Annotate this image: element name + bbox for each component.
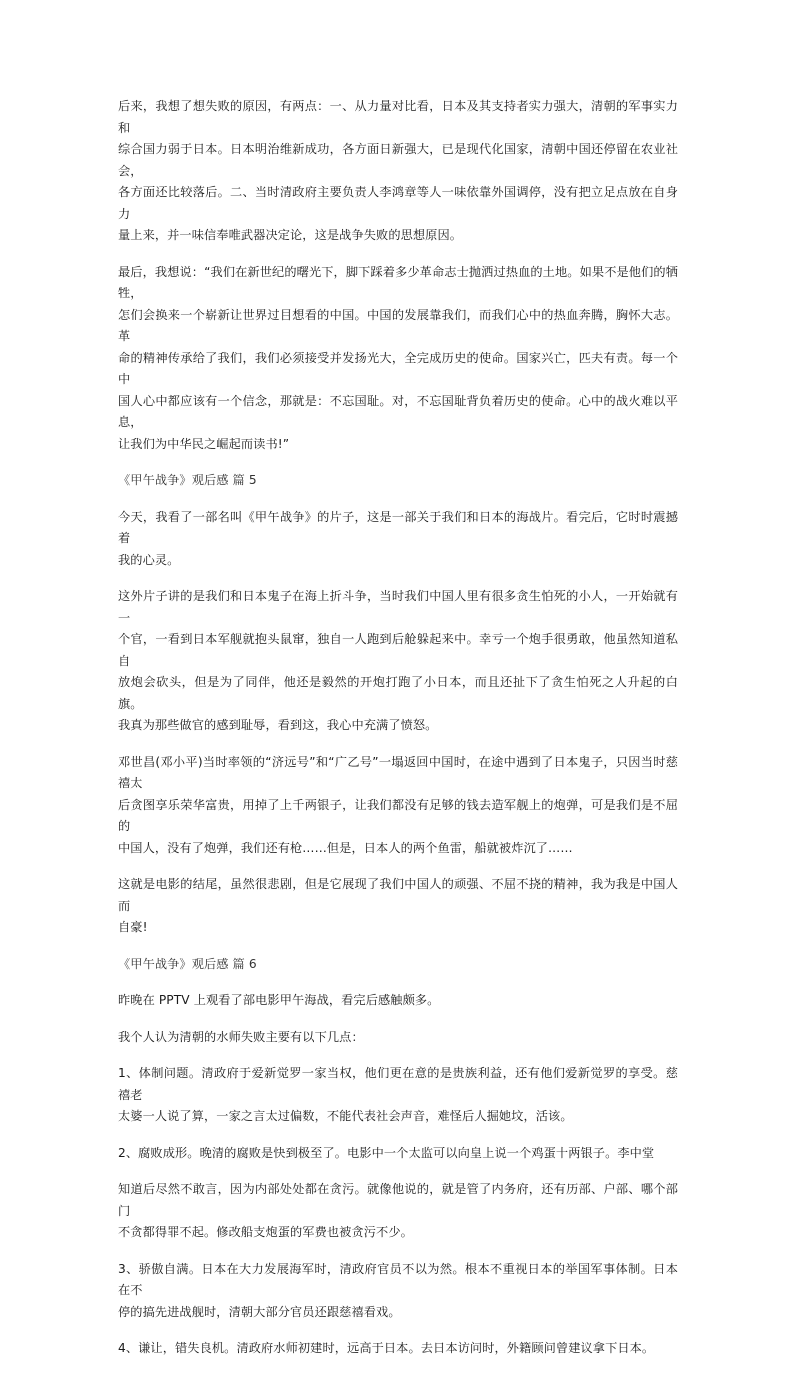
paragraph: 1、体制问题。清政府于爱新觉罗一家当权，他们更在意的是贵族利益，还有他们爱新觉罗的享受。慈禧老 太婆一人说了算，一家之言太过偏数，不能代表社会声音，难怪后人掘她坟，活该。 xyxy=(118,1066,678,1123)
section-heading: 《甲午战争》观后感 篇 5 xyxy=(118,473,257,487)
document-body xyxy=(118,96,678,1375)
paragraph: 这外片子讲的是我们和日本鬼子在海上折斗争，当时我们中国人里有很多贪生怕死的小人，一开始就有一 个官，一看到日本军舰就抱头鼠窜，独自一人跑到后舱躲起来中。幸亏一个炮手很勇敢，他虽然知道私自 放炮会砍头，但是为了同伴，他还是毅然的开炮打跑了小日本，而且还扯下了贪生怕死之人升起的白旗。 我真为那些做官的感到耻辱，看到这，我心中充满了愤怒。 xyxy=(118,589,678,732)
paragraph: 昨晚在 PPTV 上观看了部电影甲午海战，看完后感触颇多。 xyxy=(118,993,440,1007)
paragraph: 今天，我看了一部名叫《甲午战争》的片子，这是一部关于我们和日本的海战片。看完后，它时时震撼着 我的心灵。 xyxy=(118,509,678,567)
paragraph: 我个人认为清朝的水师失败主要有以下几点： xyxy=(118,1029,364,1044)
paragraph: 后来，我想了想失败的原因，有两点：一、从力量对比看，日本及其支持者实力强大，清朝的军事实力和 综合国力弱于日本。日本明治维新成功，各方面日新强大，已是现代化国家，清朝中国还停留在农业社会， 各方面还比较落后。二、当时清政府主要负责人李鸿章等人一味依靠外国调停，没有把立足点放在自身力 量上来，并一味信奉唯武器决定论，这是战争失败的思想原因。 xyxy=(118,99,678,242)
paragraph: 2、腐败成形。晚清的腐败是快到极至了。电影中一个太监可以向皇上说一个鸡蛋十两银子。李中堂 xyxy=(118,1145,655,1160)
section-heading: 《甲午战争》观后感 篇 6 xyxy=(118,956,257,971)
paragraph: 最后，我想说：“我们在新世纪的曙光下，脚下踩着多少革命志士抛洒过热血的土地。如果不是他们的牺牲， 怎们会换来一个崭新让世界过目想看的中国。中国的发展靠我们，而我们心中的热血奔腾，胸怀大志。革 命的精神传承给了我们，我们必须接受并发扬光大，全完成历史的使命。国家兴亡，匹夫有责。每一个中 国人心中都应该有一个信念，那就是：不忘国耻。对，不忘国耻背负着历史的使命。心中的战火难以平息， 让我们为中华民之崛起而读书!” xyxy=(118,264,678,451)
paragraph: 3、骄傲自满。日本在大力发展海军时，清政府官员不以为然。根本不重视日本的举国军事体制。日本在不 停的搞先进战舰时，清朝大部分官员还跟慈禧看戏。 xyxy=(118,1261,678,1319)
paragraph: 这就是电影的结尾，虽然很悲剧，但是它展现了我们中国人的顽强、不屈不挠的精神，我为我是中国人而 自豪! xyxy=(118,877,678,934)
paragraph: 知道后尽然不敢言，因为内部处处都在贪污。就像他说的，就是管了内务府，还有历部、户部、哪个部门 不贪都得罪不起。修改船支炮蛋的军费也被贪污不少。 xyxy=(118,1182,678,1239)
paragraph: 4、谦让，错失良机。清政府水师初建时，远高于日本。去日本访问时，外籍顾问曾建议拿下日本。 xyxy=(118,1341,655,1355)
paragraph: 邓世昌(邓小平)当时率领的“济远号”和“广乙号”一塌返回中国时，在途中遇到了日本鬼子，只因当时慈禧太 后贪图享乐荣华富贵，用掉了上千两银子，让我们都没有足够的钱去造军舰上的炮弹，可是我们是不屈的 中国人，没有了炮弹，我们还有枪……但是，日本人的两个鱼雷，船就被炸沉了…… xyxy=(118,754,678,855)
